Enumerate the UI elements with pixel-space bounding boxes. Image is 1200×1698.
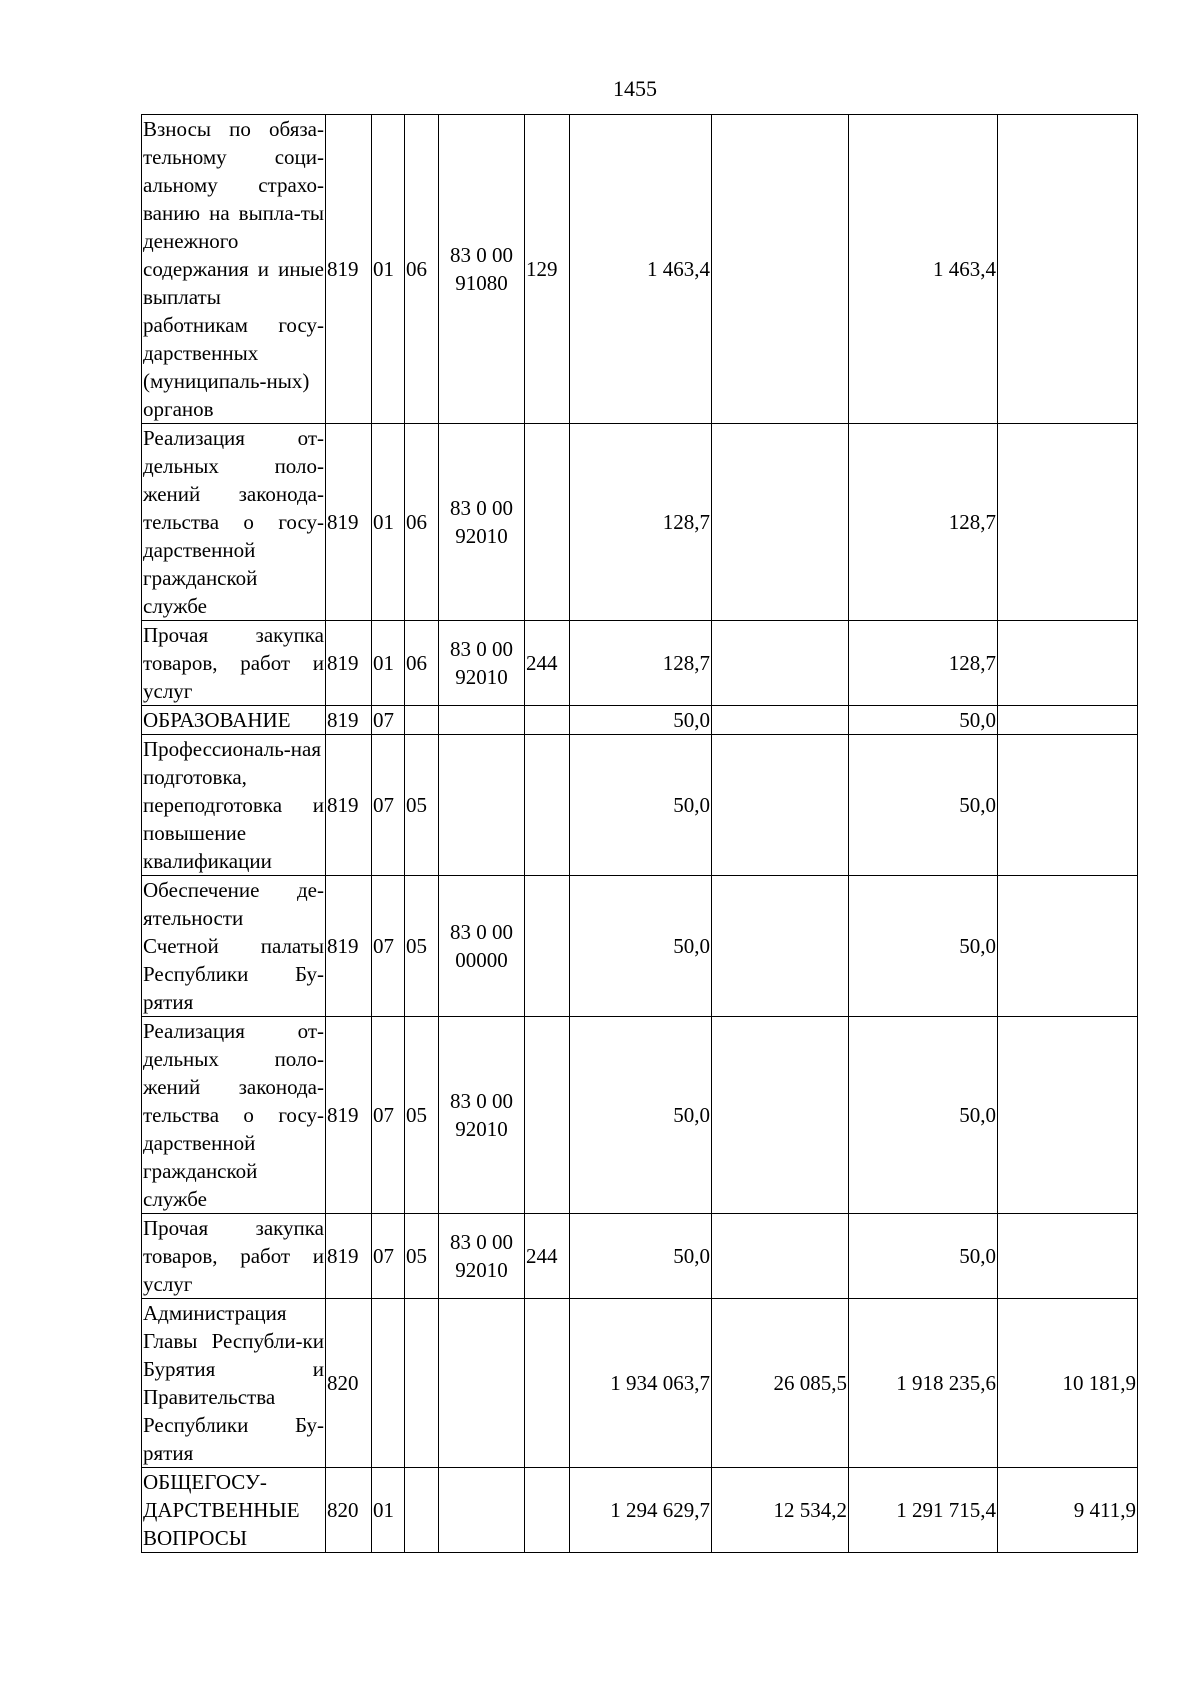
total-amount: 50,0 [570,706,712,735]
table-row [142,706,1138,735]
amount-col2 [712,621,849,706]
target-article-code [439,876,525,1017]
amount-col2 [712,424,849,621]
amount-col2 [712,735,849,876]
grbs-code: 819 [326,621,372,706]
amount-col4 [998,1017,1138,1214]
target-article-code [439,735,525,876]
target-article-code [439,1468,525,1553]
expense-type-code [525,876,570,1017]
amount-col2 [712,1214,849,1299]
expense-type-code: 244 [525,1214,570,1299]
expense-type-code [525,735,570,876]
amount-col2: 26 085,5 [712,1299,849,1468]
amount-col3: 50,0 [849,876,998,1017]
total-amount: 50,0 [570,735,712,876]
expense-type-code [525,1017,570,1214]
section-code: 01 [372,115,405,424]
table-row [142,876,1138,1017]
amount-col4 [998,115,1138,424]
row-name: ОБРАЗОВАНИЕ [142,706,326,735]
section-code: 01 [372,1468,405,1553]
amount-col2 [712,115,849,424]
grbs-code: 819 [326,424,372,621]
target-article-part2: 92010 [455,1258,508,1282]
amount-col4 [998,1214,1138,1299]
target-article-code [439,115,525,424]
amount-col3: 1 463,4 [849,115,998,424]
expense-type-code: 129 [525,115,570,424]
expense-type-code [525,424,570,621]
grbs-code: 819 [326,876,372,1017]
grbs-code: 819 [326,1017,372,1214]
table-row [142,735,1138,876]
page-number: 1455 [613,76,657,101]
row-name: Взносы по обяза-тельному соци-альному страхо-ванию на выпла-ты денежного содержания и иные выплаты работникам госу-дарственных (муниципаль-ных) органов [142,115,326,424]
grbs-code: 819 [326,706,372,735]
total-amount: 128,7 [570,621,712,706]
target-article-part1: 83 0 00 [450,1230,513,1254]
total-amount: 50,0 [570,876,712,1017]
row-name: Прочая закупка товаров, работ и услуг [142,1214,326,1299]
subsection-code [405,1468,439,1553]
section-code: 07 [372,1214,405,1299]
target-article-code [439,1299,525,1468]
amount-col4: 10 181,9 [998,1299,1138,1468]
section-code: 07 [372,735,405,876]
section-code: 07 [372,1017,405,1214]
subsection-code: 05 [405,1017,439,1214]
target-article-part2: 92010 [455,524,508,548]
row-name: Реализация от-дельных поло-жений законода-тельства о госу-дарственной гражданской службе [142,424,326,621]
section-code: 07 [372,876,405,1017]
budget-table [141,114,1138,1553]
total-amount: 50,0 [570,1017,712,1214]
expense-type-code [525,706,570,735]
grbs-code: 820 [326,1299,372,1468]
target-article-code [439,706,525,735]
target-article-code [439,1017,525,1214]
grbs-code: 819 [326,115,372,424]
subsection-code: 05 [405,735,439,876]
subsection-code: 05 [405,1214,439,1299]
subsection-code [405,1299,439,1468]
total-amount: 128,7 [570,424,712,621]
row-name: Реализация от-дельных поло-жений законода-тельства о госу-дарственной гражданской службе [142,1017,326,1214]
subsection-code [405,706,439,735]
amount-col4: 9 411,9 [998,1468,1138,1553]
total-amount: 1 294 629,7 [570,1468,712,1553]
amount-col2: 12 534,2 [712,1468,849,1553]
grbs-code: 819 [326,1214,372,1299]
amount-col2 [712,706,849,735]
total-amount: 50,0 [570,1214,712,1299]
row-name: Прочая закупка товаров, работ и услуг [142,621,326,706]
row-name: Администрация Главы Республи-ки Бурятия и Правительства Республики Бу-рятия [142,1299,326,1468]
target-article-part1: 83 0 00 [450,920,513,944]
section-code: 01 [372,621,405,706]
table-row [142,115,1138,424]
amount-col3: 50,0 [849,706,998,735]
target-article-code [439,621,525,706]
subsection-code: 06 [405,621,439,706]
amount-col3: 1 918 235,6 [849,1299,998,1468]
table-row [142,1299,1138,1468]
amount-col4 [998,735,1138,876]
table-row [142,1468,1138,1553]
expense-type-code [525,1299,570,1468]
expense-type-code [525,1468,570,1553]
section-code: 01 [372,424,405,621]
row-name: Профессиональ-ная подготовка, переподготовка и повышение квалификации [142,735,326,876]
total-amount: 1 934 063,7 [570,1299,712,1468]
amount-col3: 128,7 [849,621,998,706]
target-article-part2: 92010 [455,1117,508,1141]
amount-col2 [712,1017,849,1214]
total-amount: 1 463,4 [570,115,712,424]
amount-col4 [998,424,1138,621]
target-article-code [439,424,525,621]
table-row [142,424,1138,621]
target-article-part2: 92010 [455,665,508,689]
section-code: 07 [372,706,405,735]
amount-col2 [712,876,849,1017]
amount-col3: 128,7 [849,424,998,621]
subsection-code: 05 [405,876,439,1017]
grbs-code: 819 [326,735,372,876]
target-article-part2: 91080 [455,271,508,295]
grbs-code: 820 [326,1468,372,1553]
row-name: ОБЩЕГОСУ-ДАРСТВЕННЫЕ ВОПРОСЫ [142,1468,326,1553]
amount-col3: 50,0 [849,1017,998,1214]
table-row [142,621,1138,706]
amount-col4 [998,706,1138,735]
row-name: Обеспечение де-ятельности Счетной палаты Республики Бу-рятия [142,876,326,1017]
amount-col3: 1 291 715,4 [849,1468,998,1553]
table-row [142,1017,1138,1214]
target-article-part1: 83 0 00 [450,1089,513,1113]
target-article-part2: 00000 [455,948,508,972]
expense-type-code: 244 [525,621,570,706]
target-article-part1: 83 0 00 [450,637,513,661]
subsection-code: 06 [405,424,439,621]
target-article-code [439,1214,525,1299]
amount-col3: 50,0 [849,735,998,876]
target-article-part1: 83 0 00 [450,243,513,267]
amount-col3: 50,0 [849,1214,998,1299]
amount-col4 [998,876,1138,1017]
target-article-part1: 83 0 00 [450,496,513,520]
section-code [372,1299,405,1468]
table-row [142,1214,1138,1299]
amount-col4 [998,621,1138,706]
subsection-code: 06 [405,115,439,424]
